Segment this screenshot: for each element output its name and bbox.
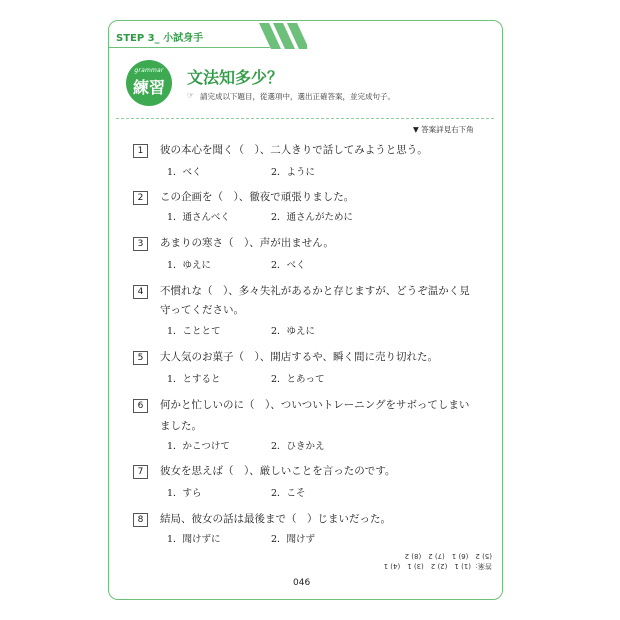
question-text: 不慣れな（ ）、多々失礼があるかと存じますが、どうぞ温かく見 bbox=[160, 285, 470, 297]
option-1: 1．通さんべく bbox=[167, 212, 230, 223]
dashed-divider bbox=[116, 118, 494, 119]
answer-key-line-1: 答案：(1) 1 (2) 2 (3) 1 (4) 1 bbox=[383, 562, 492, 570]
option-2: 2．とあって bbox=[271, 374, 325, 385]
badge-subtitle: grammar bbox=[134, 67, 164, 74]
answer-key bbox=[352, 551, 492, 571]
question-text: 結局、彼女の話は最後まで（ ）じまいだった。 bbox=[160, 513, 391, 525]
page-number: 046 bbox=[293, 578, 311, 588]
header-rule bbox=[108, 47, 270, 48]
instruction-text: 請完成以下題目，從選項中，選出正確答案，並完成句子。 bbox=[200, 92, 395, 101]
option-1: 1．ゆえに bbox=[167, 260, 212, 271]
option-1: 1．すら bbox=[167, 488, 202, 499]
option-1: 1．とすると bbox=[167, 374, 221, 385]
question-number: 4 bbox=[133, 285, 148, 299]
question-number: 5 bbox=[133, 351, 148, 365]
step-label: STEP 3_ 小試身手 bbox=[116, 33, 204, 44]
answer-key-line-2: (5) 2 (6) 1 (7) 2 (8) 2 bbox=[404, 552, 492, 560]
question-text: 彼の本心を聞く（ ）、二人きりで話してみようと思う。 bbox=[160, 144, 428, 156]
option-1: 1．聞けずに bbox=[167, 534, 221, 545]
option-1: 1．べく bbox=[167, 167, 202, 178]
question-text: 彼女を思えば（ ）、厳しいことを言ったのです。 bbox=[160, 465, 396, 477]
question-number: 8 bbox=[133, 513, 148, 527]
option-1: 1．かこつけて bbox=[167, 441, 230, 452]
question-number: 3 bbox=[133, 237, 148, 251]
question-number: 7 bbox=[133, 465, 148, 479]
option-2: 2．通さんがために bbox=[271, 212, 354, 223]
badge-title: 練習 bbox=[132, 78, 165, 97]
option-2: 2．ように bbox=[271, 167, 316, 178]
pointing-hand-icon: ☞ bbox=[187, 91, 195, 100]
question-text: この企画を（ ）、徹夜で頑張りました。 bbox=[160, 191, 355, 203]
option-2: 2．ひきかえ bbox=[271, 441, 325, 452]
option-1: 1．こととて bbox=[167, 326, 221, 337]
option-2: 2．ゆえに bbox=[271, 326, 316, 337]
answer-note: ▼ 答案詳見右下角 bbox=[413, 125, 474, 134]
option-2: 2．べく bbox=[271, 260, 306, 271]
question-number: 2 bbox=[133, 191, 148, 205]
question-text: 大人気のお菓子（ ）、開店するや、瞬く間に売り切れた。 bbox=[160, 351, 439, 363]
stripes-decoration bbox=[255, 23, 307, 49]
option-2: 2．聞けず bbox=[271, 534, 316, 545]
page-title: 文法知多少？ bbox=[187, 68, 284, 87]
question-text: 何かと忙しいのに（ ）、ついついトレーニングをサボってしまい bbox=[160, 399, 470, 411]
question-text: あまりの寒さ（ ）、声が出ません。 bbox=[160, 237, 334, 249]
question-text-continued: 守ってください。 bbox=[160, 304, 244, 316]
question-number: 6 bbox=[133, 399, 148, 413]
grammar-badge bbox=[126, 60, 172, 106]
question-text-continued: ました。 bbox=[160, 420, 202, 432]
question-number: 1 bbox=[133, 144, 148, 158]
option-2: 2．こそ bbox=[271, 488, 306, 499]
